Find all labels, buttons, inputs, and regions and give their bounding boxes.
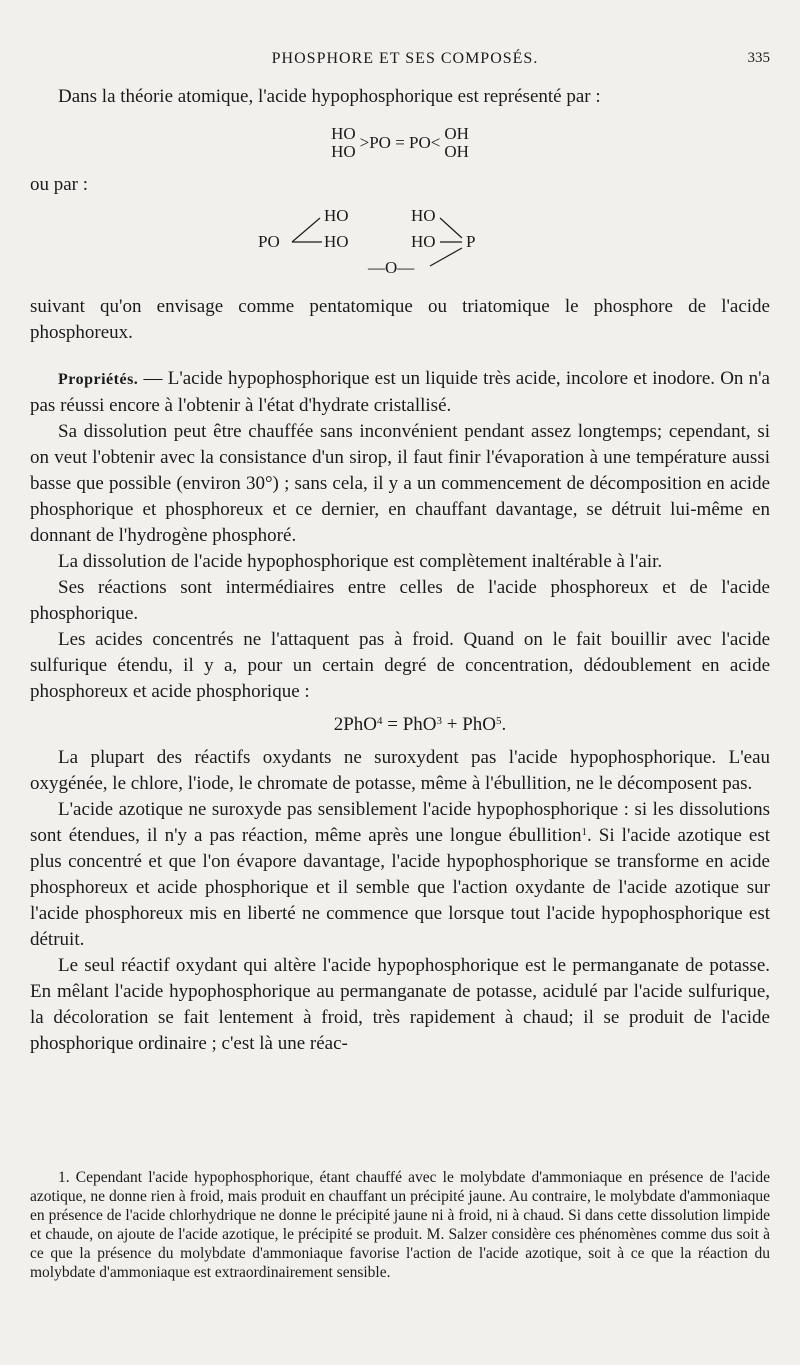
footnote-text: 1. Cependant l'acide hypophosphorique, étant chauffé avec le molybdate d'ammoniaque en présence de l'acide azotique, ne donne rien à froid, mais produit en chauffant un précipité jaune. Au contraire, le molybdate d'ammoniaque en présence de l'acide chlorhydrique ne donne le précipité jaune ni à froid, ni à chaud. Si dans cette dissolution limpide et chaude, on ajoute de l'acide azotique, le précipité se produit. M. Salzer considère ces phénomènes comme dus soit à ce que la présence du molybdate d'ammoniaque favorise l'action de l'acide azotique, soit à ce que la réaction du molybdate d'ammoniaque est extraordinairement sensible. (30, 1169, 770, 1281)
formula-atomic-2 (30, 198, 770, 294)
running-header (40, 50, 770, 74)
proprietes-text: — L'acide hypophosphorique est un liquide très acide, incolore et inodore. On n'a pas réussi encore à l'obtenir à l'état d'hydrate cristallisé. (30, 368, 770, 416)
eq-plus: + PhO (442, 714, 497, 735)
footnote-ref[interactable]: 1 (581, 826, 587, 838)
paragraph-permanganate: Le seul réactif oxydant qui altère l'acide hypophosphorique est le permanganate de potasse. En mêlant l'acide hypophosphorique au permanganate de potasse, acidulé par l'acide sulfurique, la décoloration se fait lentement à froid, très rapidement à chaud; il se produit de l'acide phosphorique ordinaire ; c'est là une réac- (30, 955, 770, 1054)
bond-line (440, 218, 462, 238)
formula2-po: PO (258, 232, 280, 251)
intro-paragraph: Dans la théorie atomique, l'acide hypophosphorique est représenté par : (58, 86, 601, 107)
formula1-right-bottom: OH (444, 142, 469, 161)
paragraph-oxydants: La plupart des réactifs oxydants ne suroxydent pas l'acide hypophosphorique. L'eau oxygénée, le chlore, l'iode, le chromate de potasse, même à l'ébullition, ne le décomposent pas. (30, 747, 770, 794)
formula2-p: P (466, 232, 476, 251)
formula2-o-bridge: —O— (368, 258, 415, 277)
formula1-left-group (331, 125, 356, 161)
eq-rhs-sup: 5 (496, 715, 502, 727)
eq-lhs: 2PhO (333, 714, 377, 735)
paragraph-pentatomique: suivant qu'on envisage comme pentatomique ou triatomique le phosphore de l'acide phosphoreux. (30, 296, 770, 343)
running-title: PHOSPHORE ET SES COMPOSÉS. (271, 50, 539, 67)
page-number: 335 (747, 50, 770, 66)
azotique-text-end: . Si l'acide azotique est plus concentré et que l'on évapore davantage, l'acide hypophosphorique se transforme en acide phosphoreux et acide phosphorique et il semble que l'action oxydante de l'acide azotique sur l'acide phosphoreux mis en liberté ne commence que lorsque tout l'acide hypophosphorique est détruit. (30, 825, 770, 950)
formula2-ho-mid-left: HO (324, 232, 349, 251)
formula1-right-top: OH (444, 124, 469, 143)
main-text (30, 84, 770, 1057)
formula1-middle: >PO = PO< (359, 133, 441, 152)
footnote (30, 1168, 770, 1282)
paragraph-acide-azotique (30, 797, 770, 953)
formula1-left-top: HO (331, 124, 356, 143)
eq-lhs-sup: 4 (377, 715, 383, 727)
formula-atomic-1 (30, 110, 770, 176)
formula2-ho-mid-right: HO (411, 232, 436, 251)
formula2-ho-top-right: HO (411, 206, 436, 225)
formula2-ho-top-left: HO (324, 206, 349, 225)
eq-equals: = PhO (382, 714, 437, 735)
azotique-text: L'acide azotique ne suroxyde pas sensiblement l'acide hypophosphorique : si les dissolutions sont étendues, il n'y a pas réaction, même après une longue ébullition (30, 799, 770, 846)
section-label-proprietes: Propriétés. (58, 371, 139, 388)
paragraph-acides-concentres: Les acides concentrés ne l'attaquent pas à froid. Quand on le fait bouillir avec l'acide sulfurique étendu, il y a, pour un certain degré de concentration, dédoublement en acide phosphoreux et acide phosphorique : (30, 629, 770, 702)
formula2-bonds (30, 198, 770, 294)
formula1-left-bottom: HO (331, 142, 356, 161)
formula1-right-group (444, 125, 469, 161)
equation-dedoublement (70, 705, 770, 745)
eq-mid-sup: 3 (436, 715, 443, 727)
paragraph-inalterable: La dissolution de l'acide hypophosphorique est complètement inaltérable à l'air. (58, 551, 663, 572)
paragraph-reactions: Ses réactions sont intermédiaires entre celles de l'acide phosphoreux et de l'acide phosphorique. (30, 577, 770, 624)
ou-par-text: ou par : (30, 174, 89, 195)
bond-line (292, 218, 320, 242)
eq-end: . (501, 714, 507, 735)
paragraph-proprietes (30, 366, 770, 419)
paragraph-dissolution: Sa dissolution peut être chauffée sans inconvénient pendant assez longtemps; cependant, si on veut l'obtenir avec la consistance d'un sirop, il faut finir l'évaporation à une température aussi basse que possible (environ 30°) ; sans cela, il y a un commencement de décomposition en acide phosphorique et phosphoreux et ce dernier, en chauffant davantage, se détruit lui-même en donnant de l'hydrogène phosphoré. (30, 421, 770, 546)
